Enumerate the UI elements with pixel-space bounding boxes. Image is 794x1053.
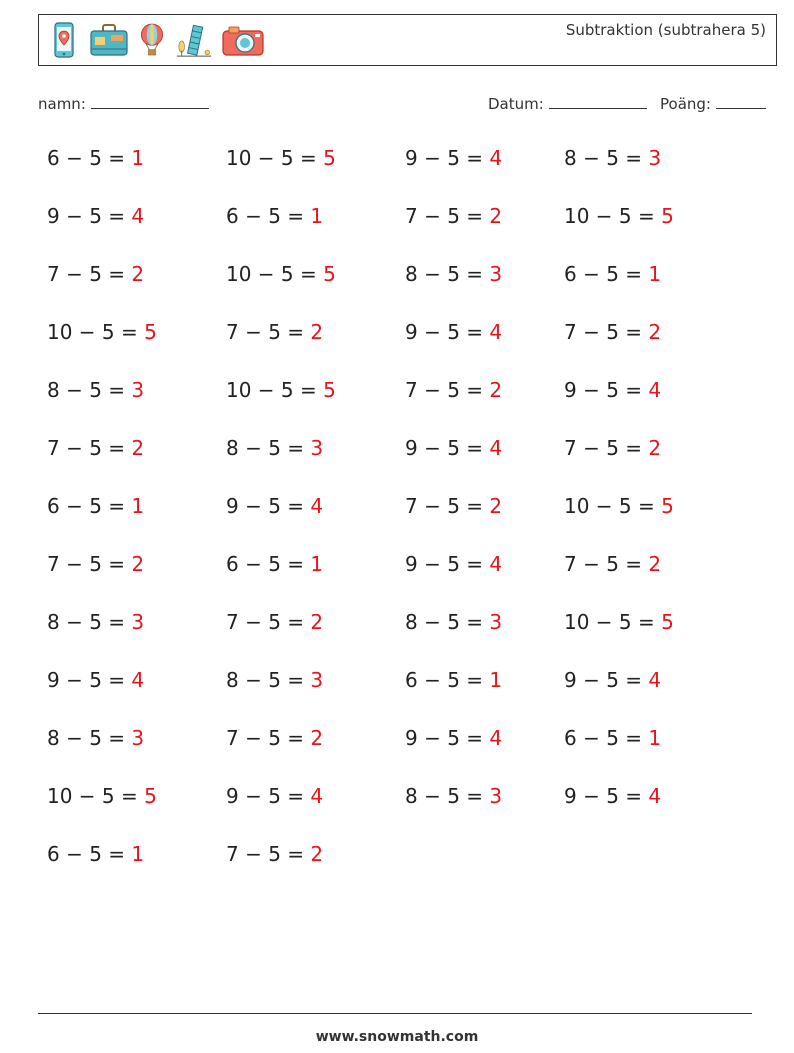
problem-expression: 7 − 5 = <box>47 436 132 460</box>
problem-answer: 2 <box>310 610 324 634</box>
problem-item <box>564 204 674 228</box>
problem-item <box>564 146 661 170</box>
problem-answer: 1 <box>648 262 662 286</box>
problem-answer: 3 <box>131 610 145 634</box>
problem-answer: 1 <box>131 842 145 866</box>
problem-answer: 2 <box>131 552 145 576</box>
problem-answer: 1 <box>310 552 324 576</box>
problem-item <box>47 552 144 576</box>
problem-answer: 5 <box>323 262 336 286</box>
problem-item <box>405 146 502 170</box>
problem-item <box>405 262 502 286</box>
problem-item <box>226 552 323 576</box>
problem-item <box>405 726 502 750</box>
problem-expression: 6 − 5 = <box>226 204 311 228</box>
problem-answer: 4 <box>131 668 145 692</box>
problem-item <box>47 436 144 460</box>
problem-answer: 4 <box>131 204 145 228</box>
header-box <box>38 14 777 66</box>
problem-item <box>47 784 157 808</box>
score-field <box>660 94 766 113</box>
problem-answer: 2 <box>489 204 503 228</box>
problem-expression: 6 − 5 = <box>47 146 132 170</box>
problem-item <box>47 262 144 286</box>
problem-expression: 9 − 5 = <box>47 668 132 692</box>
problem-answer: 5 <box>661 610 674 634</box>
problem-expression: 6 − 5 = <box>564 262 649 286</box>
problem-item <box>47 320 157 344</box>
name-blank <box>91 94 209 109</box>
problem-answer: 5 <box>323 378 336 402</box>
problem-item <box>226 668 323 692</box>
problem-item <box>564 726 661 750</box>
problem-item <box>226 784 323 808</box>
phone-location-icon <box>47 21 81 59</box>
problem-answer: 4 <box>648 668 662 692</box>
problem-item <box>226 436 323 460</box>
problem-item <box>47 610 144 634</box>
problem-expression: 10 − 5 = <box>226 262 324 286</box>
problem-expression: 7 − 5 = <box>405 204 490 228</box>
problem-expression: 7 − 5 = <box>226 610 311 634</box>
problem-expression: 8 − 5 = <box>226 436 311 460</box>
problem-expression: 9 − 5 = <box>564 668 649 692</box>
problem-item <box>564 378 661 402</box>
problem-item <box>564 552 661 576</box>
problem-expression: 9 − 5 = <box>226 494 311 518</box>
problem-item <box>564 320 661 344</box>
problem-expression: 6 − 5 = <box>47 494 132 518</box>
problem-expression: 8 − 5 = <box>405 610 490 634</box>
problem-answer: 2 <box>310 320 324 344</box>
problem-expression: 9 − 5 = <box>226 784 311 808</box>
problem-expression: 7 − 5 = <box>226 726 311 750</box>
hot-air-balloon-icon <box>137 21 167 59</box>
problem-expression: 10 − 5 = <box>564 610 662 634</box>
name-label: namn: <box>38 95 86 113</box>
problem-answer: 3 <box>489 784 503 808</box>
problem-item <box>226 262 336 286</box>
camera-icon <box>221 21 265 59</box>
problem-item <box>226 726 323 750</box>
problem-item <box>564 436 661 460</box>
problem-item <box>226 320 323 344</box>
problem-item <box>405 552 502 576</box>
problem-expression: 10 − 5 = <box>47 784 145 808</box>
problem-answer: 3 <box>489 262 503 286</box>
problem-answer: 5 <box>661 494 674 518</box>
problem-item <box>405 378 502 402</box>
problem-item <box>47 726 144 750</box>
footer-divider <box>38 1013 752 1014</box>
problem-answer: 4 <box>489 320 503 344</box>
problem-item <box>405 610 502 634</box>
problem-expression: 9 − 5 = <box>405 436 490 460</box>
suitcase-icon <box>89 21 129 59</box>
problem-answer: 5 <box>144 320 157 344</box>
problem-item <box>226 494 323 518</box>
problem-answer: 3 <box>131 378 145 402</box>
problem-expression: 6 − 5 = <box>47 842 132 866</box>
problem-expression: 8 − 5 = <box>226 668 311 692</box>
problem-item <box>564 262 661 286</box>
problem-item <box>47 378 144 402</box>
problem-item <box>226 146 336 170</box>
problem-expression: 8 − 5 = <box>564 146 649 170</box>
problem-answer: 3 <box>310 436 324 460</box>
problem-answer: 5 <box>661 204 674 228</box>
problem-item <box>47 204 144 228</box>
problem-answer: 2 <box>489 494 503 518</box>
problem-expression: 8 − 5 = <box>405 784 490 808</box>
problem-expression: 10 − 5 = <box>47 320 145 344</box>
problem-expression: 6 − 5 = <box>226 552 311 576</box>
problem-expression: 9 − 5 = <box>405 726 490 750</box>
problem-expression: 8 − 5 = <box>47 610 132 634</box>
problem-item <box>47 842 144 866</box>
problem-expression: 7 − 5 = <box>226 320 311 344</box>
problem-expression: 7 − 5 = <box>405 378 490 402</box>
problem-expression: 9 − 5 = <box>564 378 649 402</box>
problem-answer: 4 <box>489 146 503 170</box>
problem-answer: 1 <box>131 146 145 170</box>
problem-answer: 4 <box>648 784 662 808</box>
worksheet-title: Subtraktion (subtrahera 5) <box>565 21 766 39</box>
problem-expression: 8 − 5 = <box>47 726 132 750</box>
problem-answer: 1 <box>131 494 145 518</box>
problem-item <box>405 204 502 228</box>
problem-answer: 4 <box>489 726 503 750</box>
problem-expression: 10 − 5 = <box>226 146 324 170</box>
problem-expression: 9 − 5 = <box>405 320 490 344</box>
problem-expression: 7 − 5 = <box>405 494 490 518</box>
leaning-tower-icon <box>175 21 213 59</box>
problem-answer: 2 <box>131 262 145 286</box>
problem-item <box>226 378 336 402</box>
problem-item <box>226 842 323 866</box>
problem-answer: 4 <box>489 552 503 576</box>
problem-expression: 7 − 5 = <box>564 552 649 576</box>
problem-answer: 3 <box>131 726 145 750</box>
problem-expression: 8 − 5 = <box>47 378 132 402</box>
problem-answer: 1 <box>489 668 503 692</box>
problem-expression: 7 − 5 = <box>47 552 132 576</box>
problem-answer: 2 <box>648 436 662 460</box>
problem-item <box>564 494 674 518</box>
problem-item <box>226 204 323 228</box>
problem-expression: 7 − 5 = <box>564 436 649 460</box>
problem-item <box>47 494 144 518</box>
problem-answer: 3 <box>310 668 324 692</box>
problem-item <box>47 146 144 170</box>
problem-item <box>564 610 674 634</box>
problem-expression: 7 − 5 = <box>564 320 649 344</box>
problem-expression: 8 − 5 = <box>405 262 490 286</box>
problem-answer: 1 <box>648 726 662 750</box>
name-field <box>38 94 209 113</box>
problem-expression: 9 − 5 = <box>564 784 649 808</box>
problem-item <box>47 668 144 692</box>
date-label: Datum: <box>488 95 544 113</box>
problem-answer: 5 <box>323 146 336 170</box>
problem-answer: 2 <box>310 726 324 750</box>
problem-expression: 6 − 5 = <box>405 668 490 692</box>
problem-item <box>564 784 661 808</box>
problem-answer: 4 <box>648 378 662 402</box>
problem-expression: 9 − 5 = <box>405 146 490 170</box>
problem-expression: 6 − 5 = <box>564 726 649 750</box>
problem-answer: 2 <box>310 842 324 866</box>
problem-item <box>405 320 502 344</box>
problem-answer: 4 <box>310 784 324 808</box>
header-icons <box>47 21 265 59</box>
problem-answer: 2 <box>648 552 662 576</box>
problem-expression: 7 − 5 = <box>47 262 132 286</box>
problem-answer: 3 <box>489 610 503 634</box>
problem-expression: 10 − 5 = <box>564 204 662 228</box>
date-blank <box>549 94 647 109</box>
problem-item <box>564 668 661 692</box>
footer-url: www.snowmath.com <box>315 1029 479 1045</box>
problem-item <box>405 436 502 460</box>
problem-expression: 9 − 5 = <box>47 204 132 228</box>
score-blank <box>716 94 766 109</box>
problem-answer: 3 <box>648 146 662 170</box>
problem-expression: 10 − 5 = <box>564 494 662 518</box>
problem-answer: 4 <box>489 436 503 460</box>
problem-expression: 10 − 5 = <box>226 378 324 402</box>
problem-item <box>405 668 502 692</box>
problem-answer: 5 <box>144 784 157 808</box>
score-label: Poäng: <box>660 95 711 113</box>
problem-answer: 1 <box>310 204 324 228</box>
problem-expression: 9 − 5 = <box>405 552 490 576</box>
problem-answer: 4 <box>310 494 324 518</box>
problem-expression: 7 − 5 = <box>226 842 311 866</box>
problem-item <box>405 494 502 518</box>
date-field <box>488 94 647 113</box>
problem-item <box>405 784 502 808</box>
problem-answer: 2 <box>489 378 503 402</box>
problem-answer: 2 <box>648 320 662 344</box>
problem-answer: 2 <box>131 436 145 460</box>
problem-item <box>226 610 323 634</box>
